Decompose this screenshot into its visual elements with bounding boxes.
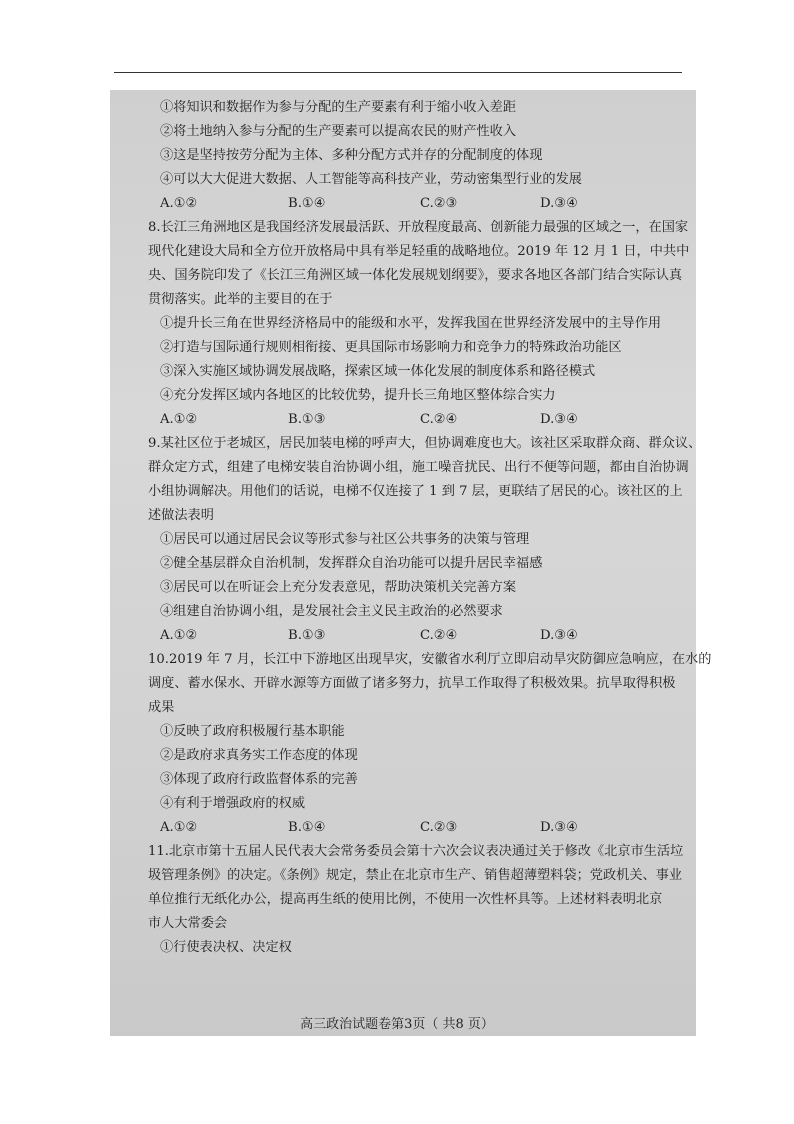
option: ②健全基层群众自治机制，发挥群众自治功能可以提升居民幸福感 [160,556,543,571]
question-content [148,96,712,960]
option: ②是政府求真务实工作态度的体现 [160,748,358,763]
page-footer: 高三政治试题卷第3页（ 共8 页） [300,1017,494,1032]
option: ①反映了政府积极履行基本职能 [160,724,345,739]
option: ④有利于增强政府的权威 [160,796,306,811]
question-stem: 8.长江三角洲地区是我国经济发展最活跃、开放程度最高、创新能力最强的区域之一，在国家 [148,220,689,235]
answer-choices [160,816,600,840]
option: ③居民可以在听证会上充分发表意见，帮助决策机关完善方案 [160,580,517,595]
answer-choices [160,624,600,648]
question-11 [148,840,684,960]
option: ③这是坚持按劳分配为主体、多种分配方式并存的分配制度的体现 [160,148,543,163]
choice-b: B.①③ [288,628,326,643]
option: ①行使表决权、决定权 [160,940,292,955]
choice-b: B.①④ [288,820,326,835]
question-stem: 述做法表明 [148,508,214,523]
choice-d: D.③④ [540,820,578,835]
choice-c: C.②③ [420,196,458,211]
choice-c: C.②④ [420,628,458,643]
choice-c: C.②③ [420,820,458,835]
answer-choices [160,192,600,216]
question-stem: 市人大常委会 [148,916,228,931]
question-stem: 10.2019 年 7 月，长江中下游地区出现旱灾，安徽省水利厅立即启动旱灾防御应急响应，在水的 [148,652,712,667]
option: ④充分发挥区域内各地区的比较优势，提升长三角地区整体综合实力 [160,388,556,403]
choice-d: D.③④ [540,196,578,211]
choice-d: D.③④ [540,412,578,427]
option: ③体现了政府行政监督体系的完善 [160,772,358,787]
question-stem: 调度、蓄水保水、开辟水源等方面做了诸多努力，抗旱工作取得了积极效果。抗旱取得积极 [148,676,676,691]
question-10 [148,648,712,840]
question-stem: 现代化建设大局和全方位开放格局中具有举足轻重的战略地位。2019 年 12 月 1 日，中共中 [148,244,690,259]
option: ②将土地纳入参与分配的生产要素可以提高农民的财产性收入 [160,124,517,139]
question-stem: 单位推行无纸化办公，提高再生纸的使用比例，不使用一次性杯具等。上述材料表明北京 [148,892,663,907]
answer-choices [160,408,600,432]
choice-b: B.①③ [288,412,326,427]
question-stem: 圾管理条例》的决定。《条例》规定，禁止在北京市生产、销售超薄塑料袋；党政机关、事业 [148,868,683,883]
option: ①将知识和数据作为参与分配的生产要素有利于缩小收入差距 [160,100,517,115]
question-stem: 11.北京市第十五届人民代表大会常务委员会第十六次会议表决通过关于修改《北京市生活垃 [148,844,684,859]
question-9 [148,432,702,648]
choice-a: A.①② [160,412,198,427]
question-stem: 央、国务院印发了《长江三角洲区域一体化发展规划纲要》，要求各地区各部门结合实际认真 [148,268,683,283]
option: ①提升长三角在世界经济格局中的能级和水平，发挥我国在世界经济发展中的主导作用 [160,316,662,331]
choice-d: D.③④ [540,628,578,643]
option: ②打造与国际通行规则相衔接、更具国际市场影响力和竞争力的特殊政治功能区 [160,340,622,355]
choice-a: A.①② [160,628,198,643]
question-8 [148,216,690,432]
choice-a: A.①② [160,196,198,211]
choice-c: C.②④ [420,412,458,427]
choice-a: A.①② [160,820,198,835]
question-stem: 成果 [148,700,175,715]
option: ①居民可以通过居民会议等形式参与社区公共事务的决策与管理 [160,532,530,547]
option: ④组建自治协调小组，是发展社会主义民主政治的必然要求 [160,604,503,619]
header-rule [114,72,682,73]
choice-b: B.①④ [288,196,326,211]
option: ④可以大大促进大数据、人工智能等高科技产业，劳动密集型行业的发展 [160,172,582,187]
option: ③深入实施区域协调发展战略，探索区域一体化发展的制度体系和路径模式 [160,364,596,379]
question-stem: 群众定方式，组建了电梯安装自治协调小组，施工噪音扰民、出行不便等问题，都由自治协调 [148,460,689,475]
question-stem: 贯彻落实。此举的主要目的在于 [148,292,333,307]
question-stem: 小组协调解决。用他们的话说，电梯不仅连接了 1 到 7 层，更联结了居民的心。该社区的上 [148,484,683,499]
question-stem: 9.某社区位于老城区，居民加装电梯的呼声大，但协调难度也大。该社区采取群众商、群众议、 [148,436,702,451]
prev-question-options [160,96,684,216]
